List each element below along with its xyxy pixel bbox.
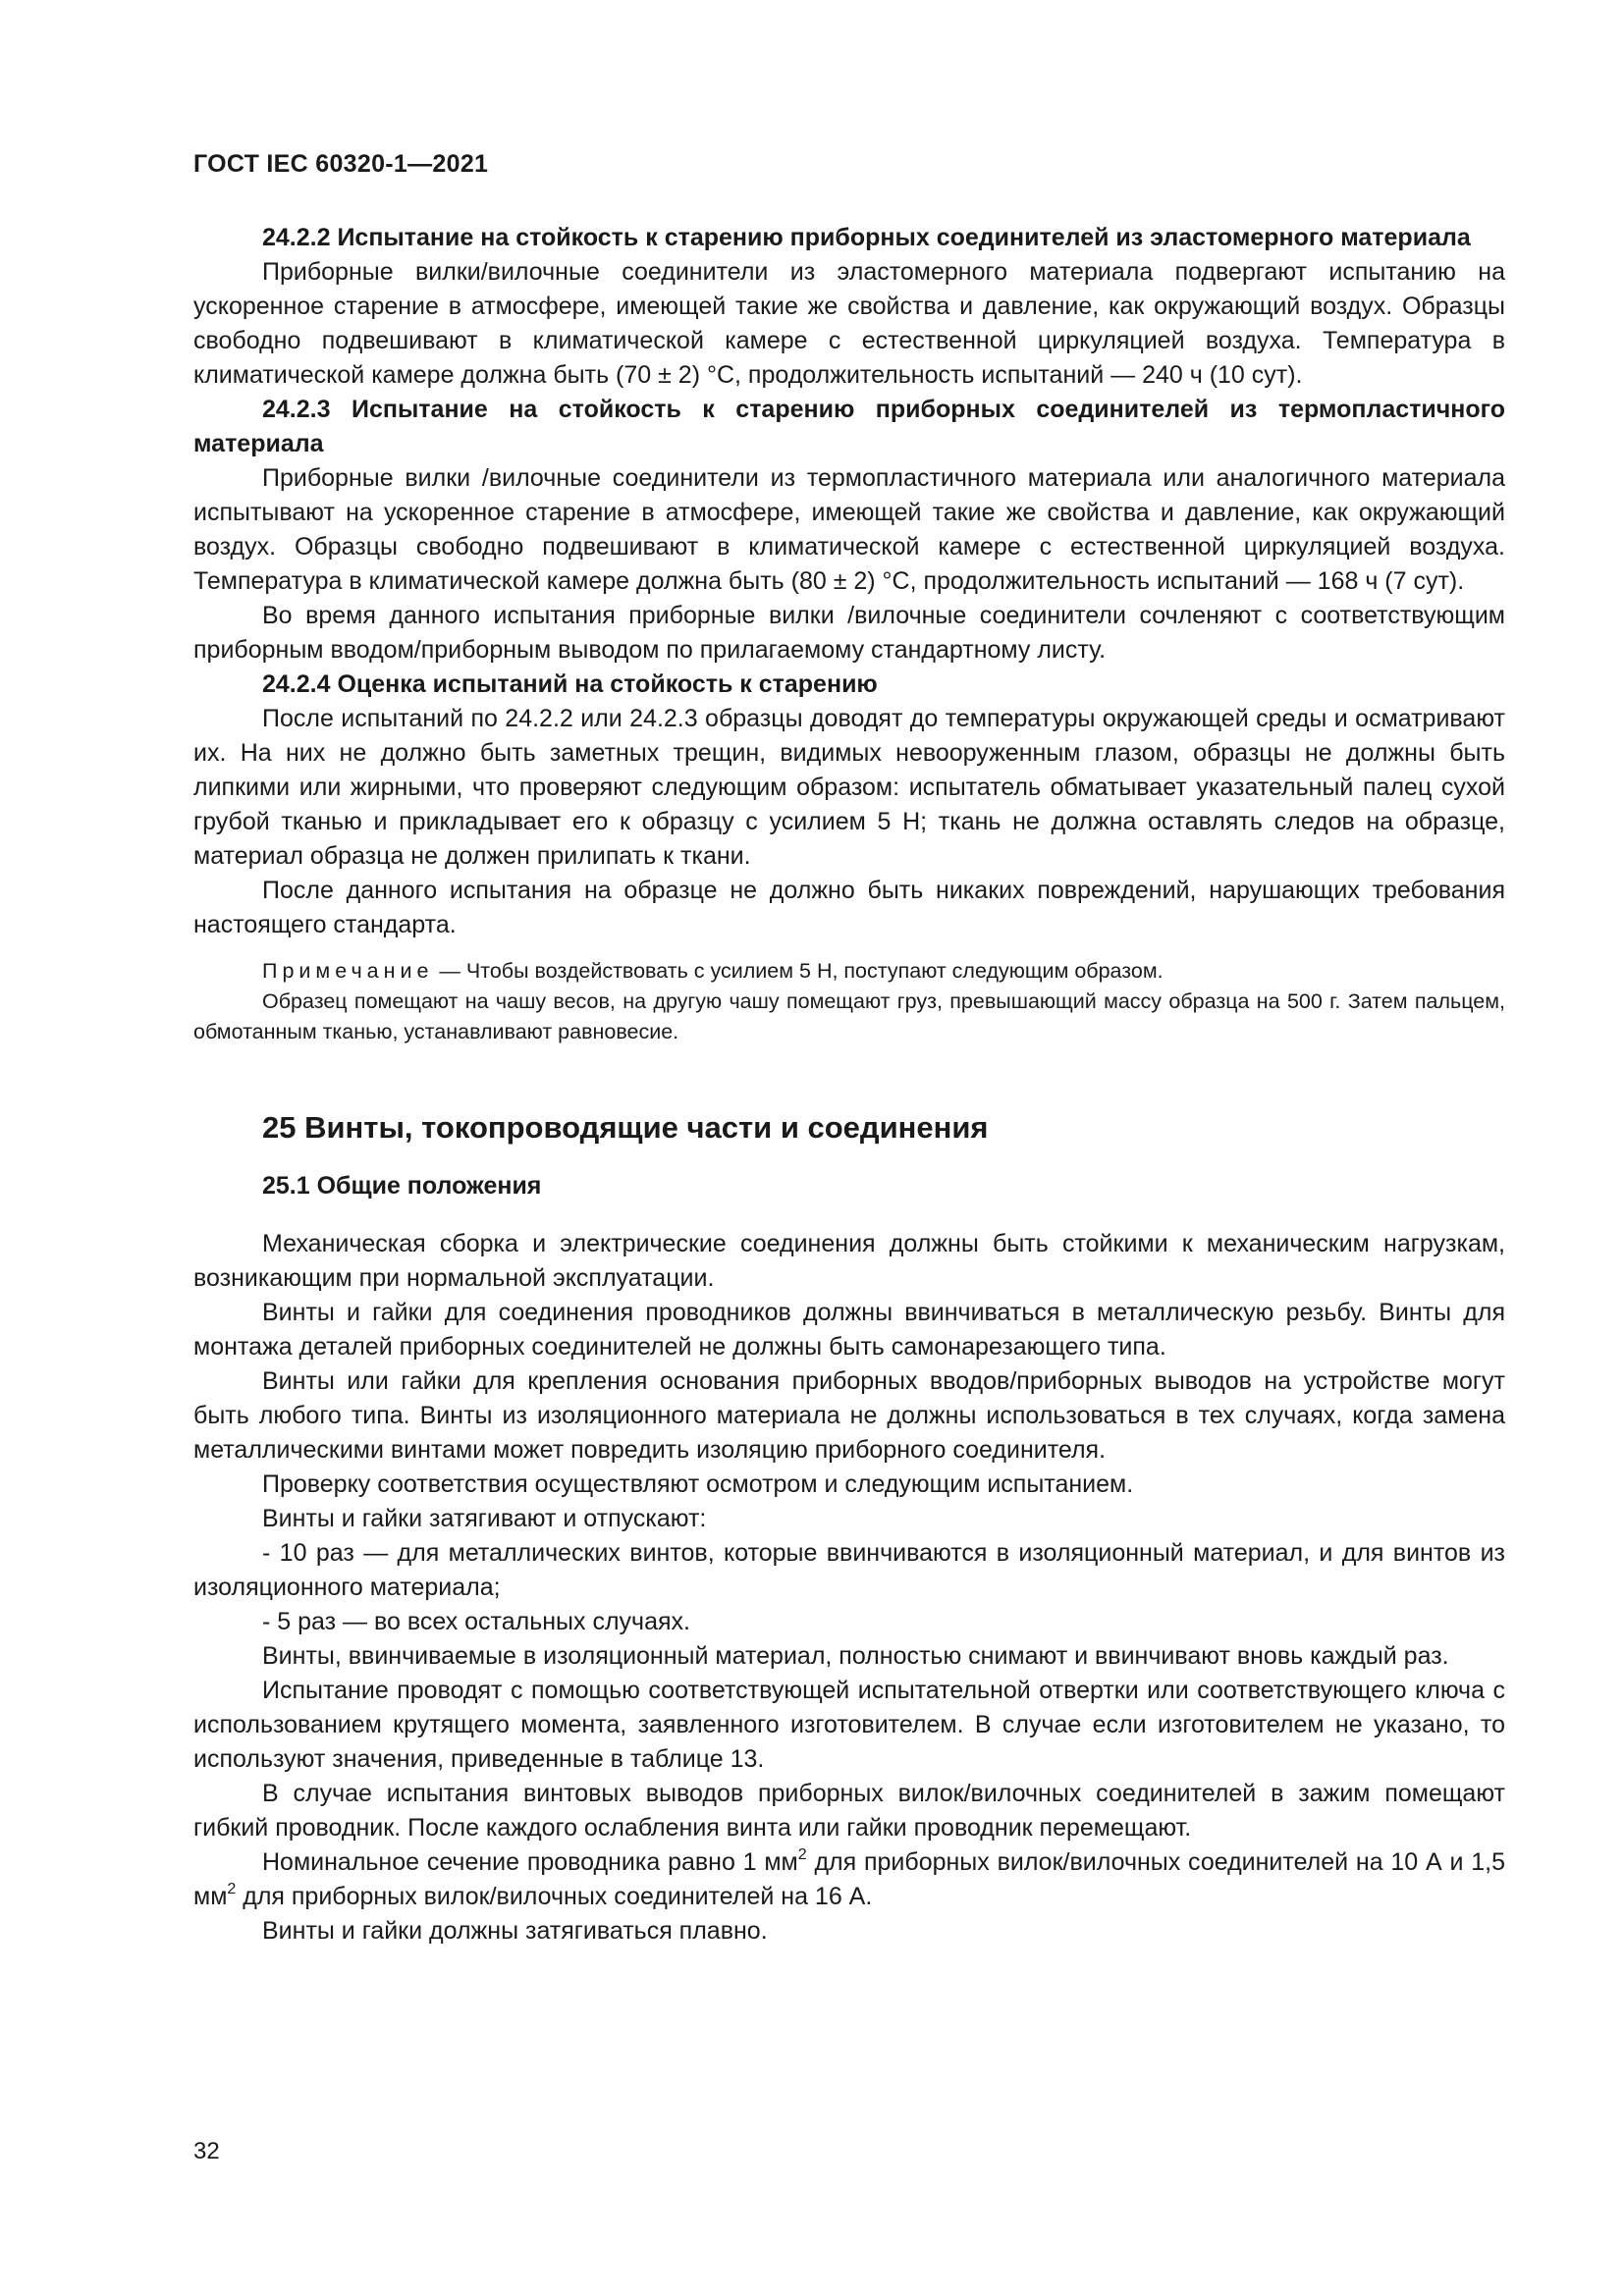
subsection-title-25-1: 25.1 Общие положения	[262, 1172, 542, 1200]
subsection-title-24-2-4: 24.2.4 Оценка испытаний на стойкость к старению	[262, 670, 878, 698]
paragraph: Приборные вилки /вилочные соединители из термопластичного материала или аналогичного материала испытывают на ускоренное старение в атмосфере, имеющей такие же свойства и давление, как окружающий воздух. Образцы свободно подвешивают в климатической камере с естественной циркуляцией воздуха. Температура в климатической камере должна быть (80 ± 2) °С, продолжительность испытаний — 168 ч (7 сут).	[193, 464, 1505, 595]
paragraph: После испытаний по 24.2.2 или 24.2.3 образцы доводят до температуры окружающей среды и осматривают их. На них не должно быть заметных трещин, видимых невооруженным глазом, образцы не должны быть липкими или жирными, что проверяют следующим образом: испытатель обматывает указательный палец сухой грубой тканью и прикладывает его к образцу с усилием 5 Н; ткань не должна оставлять следов на образце, материал образца не должен прилипать к ткани.	[193, 705, 1505, 870]
note-text: — Чтобы воздействовать с усилием 5 Н, поступают следующим образом.	[433, 959, 1164, 983]
paragraph: Винты и гайки должны затягиваться плавно.	[262, 1917, 768, 1945]
paragraph: Приборные вилки/вилочные соединители из эластомерного материала подвергают испытанию на ускоренное старение в атмосфере, имеющей такие же свойства и давление, как окружающий воздух. Образцы свободно подвешивают в климатической камере с естественной циркуляцией воздуха. Температура в климатической камере должна быть (70 ± 2) °С, продолжительность испытаний — 240 ч (10 сут).	[193, 258, 1505, 389]
note-label: Примечание	[262, 959, 434, 983]
note	[193, 956, 1505, 987]
paragraph: Винты и гайки для соединения проводников должны ввинчиваться в металлическую резьбу. Винты для монтажа деталей приборных соединителей не должны быть самонарезающего типа.	[193, 1299, 1505, 1361]
subsection-title-24-2-2: 24.2.2 Испытание на стойкость к старению приборных соединителей из эластомерного материала	[262, 224, 1471, 251]
paragraph: После данного испытания на образце не должно быть никаких повреждений, нарушающих требования настоящего стандарта.	[193, 877, 1505, 938]
page-number: 32	[193, 2138, 220, 2164]
section-title-25: 25 Винты, токопроводящие части и соединения	[262, 1110, 989, 1145]
paragraph: В случае испытания винтовых выводов приборных вилок/вилочных соединителей в зажим помещают гибкий проводник. После каждого ослабления винта или гайки проводник перемещают.	[193, 1780, 1505, 1842]
document-header: ГОСТ IEC 60320-1—2021	[193, 150, 489, 178]
paragraph: Во время данного испытания приборные вилки /вилочные соединители сочленяют с соответствующим приборным вводом/приборным выводом по прилагаемому стандартному листу.	[193, 602, 1505, 664]
paragraph: Проверку соответствия осуществляют осмотром и следующим испытанием.	[262, 1470, 1134, 1498]
paragraph: Винты, ввинчиваемые в изоляционный материал, полностью снимают и ввинчивают вновь каждый раз.	[262, 1642, 1449, 1670]
paragraph: Винты или гайки для крепления основания приборных вводов/приборных выводов на устройстве могут быть любого типа. Винты из изоляционного материала не должны использоваться в тех случаях, когда замена металлическими винтами может повредить изоляцию приборного соединителя.	[193, 1367, 1505, 1464]
list-item: - 5 раз — во всех остальных случаях.	[262, 1608, 690, 1635]
subsection-title-24-2-3: 24.2.3 Испытание на стойкость к старению приборных соединителей из термопластичного материала	[193, 396, 1505, 457]
paragraph: Механическая сборка и электрические соединения должны быть стойкими к механическим нагрузкам, возникающим при нормальной эксплуатации.	[193, 1230, 1505, 1292]
page-body	[193, 221, 1505, 1949]
paragraph: Винты и гайки затягивают и отпускают:	[262, 1505, 707, 1532]
paragraph-conductor-section: Номинальное сечение проводника равно 1 $мм^2$ для приборных вилок/вилочных соединителей на 10 А и 1,5 $мм^2$ для приборных вилок/вилочных соединителей на 16 А.	[193, 1846, 1505, 1910]
list-item: - 10 раз — для металлических винтов, которые ввинчиваются в изоляционный материал, и для винтов из изоляционного материала;	[193, 1539, 1505, 1601]
note-continuation: Образец помещают на чашу весов, на другую чашу помещают груз, превышающий массу образца на 500 г. Затем пальцем, обмотанным тканью, устанавливают равновесие.	[193, 989, 1505, 1043]
paragraph: Испытание проводят с помощью соответствующей испытательной отвертки или соответствующего ключа с использованием крутящего момента, заявленного изготовителем. В случае если изготовителем не указано, то используют значения, приведенные в таблице 13.	[193, 1677, 1505, 1773]
